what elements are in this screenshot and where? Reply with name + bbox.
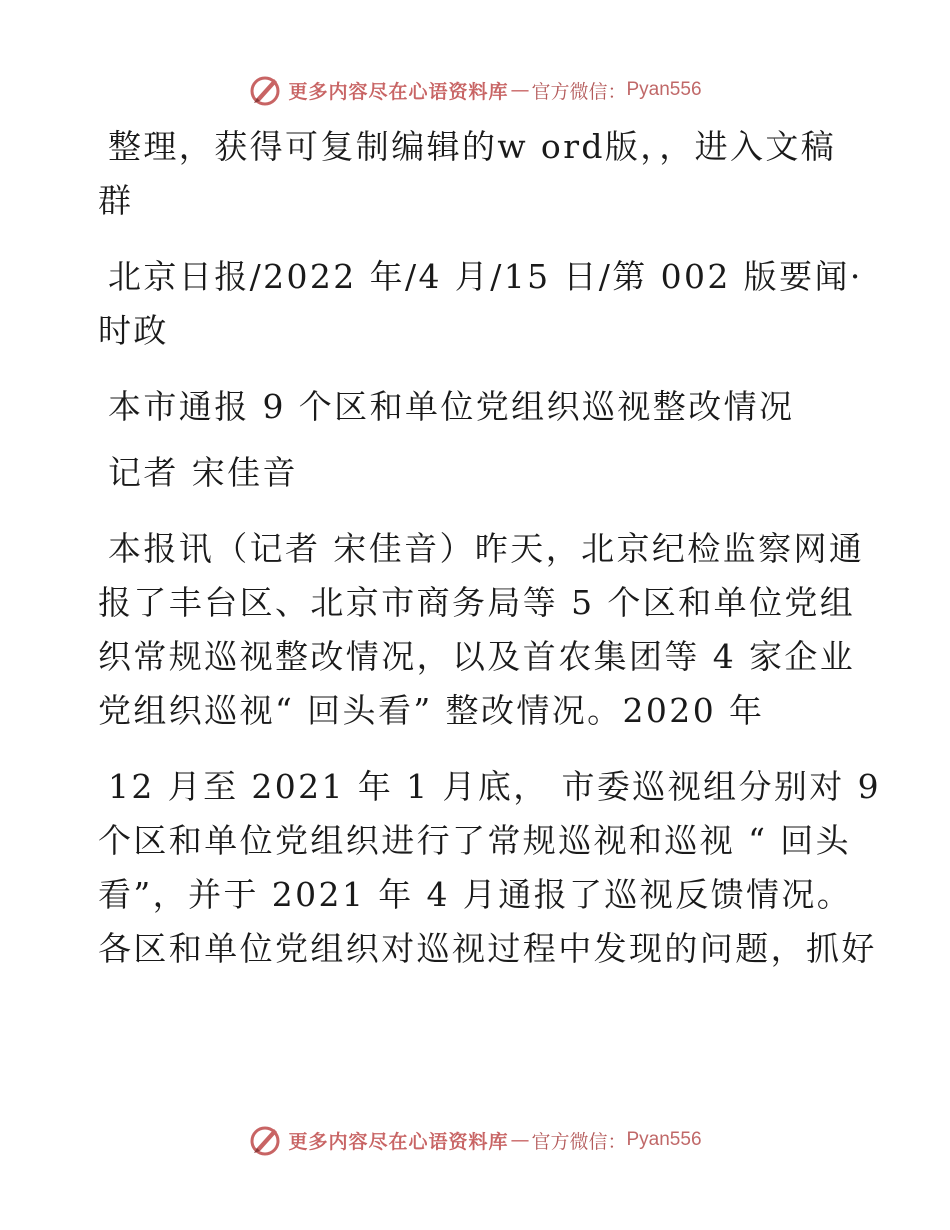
paragraph-2-line-4: 各区和单位党组织对巡视过程中发现的问题，抓好 [98, 929, 877, 968]
watermark-brand: 更多内容尽在心语资料库 [288, 80, 509, 103]
intro-line-1: 整理，获得可复制编辑的w ord版，，进入文稿 [108, 127, 837, 166]
document-body [98, 120, 881, 976]
paragraph-2-line-1: 12 月至 2021 年 1 月底， 市委巡视组分别对 9 [108, 767, 881, 806]
intro-line-2: 群 [98, 181, 134, 220]
article-title: 本市通报 9 个区和单位党组织巡视整改情况 [108, 387, 795, 426]
watermark-wechat-label: 官方微信： [531, 1130, 627, 1153]
source-line-2: 时政 [98, 311, 169, 350]
footer-watermark [0, 1120, 950, 1160]
quill-logo-icon [248, 1123, 282, 1157]
paragraph-1-line-4: 党组织巡视“ 回头看” 整改情况。2020 年 [98, 691, 765, 730]
watermark-dash: — [510, 1129, 530, 1151]
byline: 记者 宋佳音 [108, 453, 298, 492]
watermark-wechat-label: 官方微信： [531, 80, 627, 103]
watermark-brand: 更多内容尽在心语资料库 [288, 1130, 509, 1153]
watermark-wechat-id: Pyan556 [626, 79, 702, 100]
header-watermark [0, 70, 950, 110]
watermark-wechat-id: Pyan556 [626, 1129, 702, 1150]
paragraph-2-line-3: 看”，并于 2021 年 4 月通报了巡视反馈情况。 [98, 875, 853, 914]
source-line-1: 北京日报/2022 年/4 月/15 日/第 002 版要闻· [108, 257, 863, 296]
paragraph-2-line-2: 个区和单位党组织进行了常规巡视和巡视 “ 回头 [98, 821, 852, 860]
watermark-dash: — [510, 79, 530, 101]
quill-logo-icon [248, 73, 282, 107]
paragraph-1-line-2: 报了丰台区、北京市商务局等 5 个区和单位党组 [98, 583, 856, 622]
paragraph-1-line-1: 本报讯（记者 宋佳音）昨天，北京纪检监察网通 [108, 529, 865, 568]
paragraph-1-line-3: 织常规巡视整改情况，以及首农集团等 4 家企业 [98, 637, 856, 676]
